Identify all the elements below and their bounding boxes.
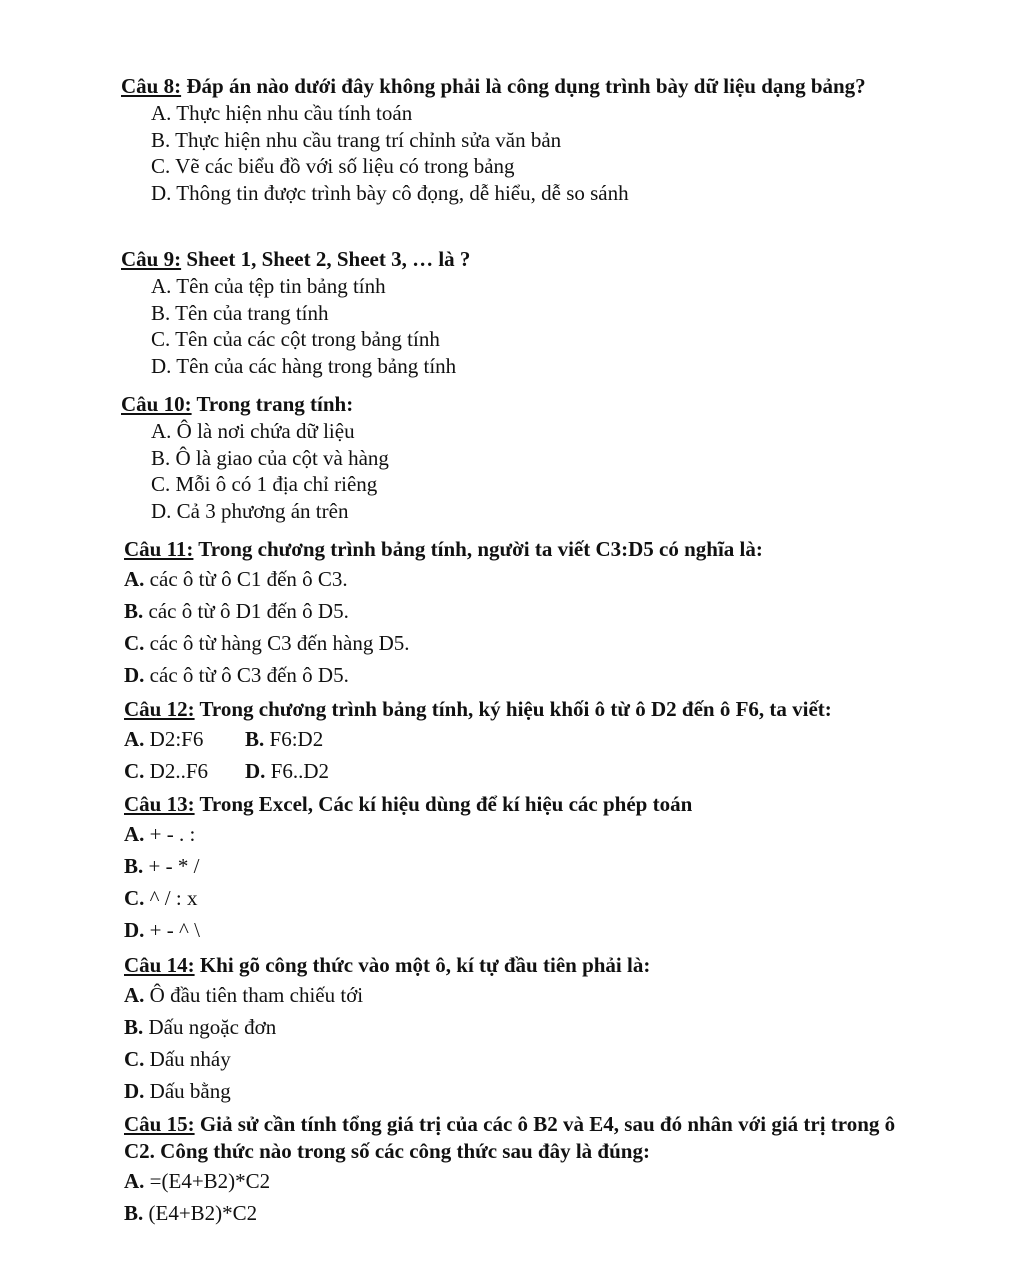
question-15 (124, 1111, 909, 1229)
option-a: A. Ô là nơi chứa dữ liệu (151, 419, 355, 443)
option-c: C. Vẽ các biểu đồ với số liệu có trong bảng (151, 154, 515, 178)
option-d: D. Thông tin được trình bày cô đọng, dễ hiểu, dễ so sánh (151, 180, 629, 205)
option-d: D. Tên của các hàng trong bảng tính (151, 353, 457, 378)
option-a: A. Ô đầu tiên tham chiếu tới (124, 983, 364, 1007)
option-d: D. F6..D2 (245, 759, 330, 783)
option-a: A. D2:F6 (124, 727, 204, 751)
question-13 (124, 791, 914, 946)
question-11-title (124, 536, 914, 563)
option-d: D. các ô từ ô C3 đến ô D5. (124, 663, 349, 687)
options-row (124, 723, 914, 755)
option-c: C. Dấu nháy (124, 1047, 231, 1071)
option-a: A. Thực hiện nhu cầu tính toán (151, 101, 413, 125)
question-number: Câu 14: (124, 953, 195, 977)
option-a: A. các ô từ ô C1 đến ô C3. (124, 567, 348, 591)
question-text: Sheet 1, Sheet 2, Sheet 3, … là ? (181, 247, 471, 271)
option-a: A. =(E4+B2)*C2 (124, 1169, 271, 1193)
question-12-title (124, 696, 914, 723)
question-text: Trong chương trình bảng tính, người ta viết C3:D5 có nghĩa là: (193, 537, 763, 561)
question-number: Câu 10: (121, 392, 192, 416)
question-number: Câu 15: (124, 1112, 195, 1136)
options-row (124, 755, 914, 787)
option-d: D. Dấu bằng (124, 1079, 231, 1103)
question-13-title (124, 791, 914, 818)
option-a: A. Tên của tệp tin bảng tính (151, 274, 386, 298)
option-b: B. + - * / (124, 854, 200, 878)
question-11 (124, 536, 914, 691)
question-text: Khi gõ công thức vào một ô, kí tự đầu tiên phải là: (194, 953, 651, 977)
question-8 (121, 73, 911, 206)
option-c: C. Mỗi ô có 1 địa chỉ riêng (151, 472, 378, 496)
option-d: D. Cả 3 phương án trên (151, 498, 349, 523)
question-text: Đáp án nào dưới đây không phải là công dụng trình bày dữ liệu dạng bảng? (181, 74, 866, 98)
option-b: B. các ô từ ô D1 đến ô D5. (124, 599, 349, 623)
option-a: A. + - . : (124, 822, 196, 846)
option-b: B. (E4+B2)*C2 (124, 1201, 258, 1225)
question-text: Trong trang tính: (191, 392, 354, 416)
option-c: C. Tên của các cột trong bảng tính (151, 327, 440, 351)
question-9 (121, 246, 911, 379)
question-15-title (124, 1111, 909, 1165)
question-number: Câu 11: (124, 537, 194, 561)
question-text: Trong chương trình bảng tính, ký hiệu khối ô từ ô D2 đến ô F6, ta viết: (194, 697, 832, 721)
question-10 (121, 391, 911, 524)
option-c: C. D2..F6 (124, 759, 209, 783)
option-b: B. F6:D2 (245, 727, 324, 751)
question-14 (124, 952, 914, 1107)
option-b: B. Ô là giao của cột và hàng (151, 445, 389, 470)
question-14-title (124, 952, 914, 979)
option-b: B. Tên của trang tính (151, 300, 329, 325)
question-8-title (121, 73, 911, 100)
question-text: Trong Excel, Các kí hiệu dùng để kí hiệu các phép toán (194, 792, 693, 816)
question-9-title (121, 246, 911, 273)
question-10-title (121, 391, 911, 418)
option-c: C. các ô từ hàng C3 đến hàng D5. (124, 631, 410, 655)
question-number: Câu 9: (121, 247, 182, 271)
question-number: Câu 12: (124, 697, 195, 721)
option-d: D. + - ^ \ (124, 918, 200, 942)
question-text: Giả sử cần tính tổng giá trị của các ô B2 và E4, sau đó nhân với giá trị trong ô C2. Công thức nào trong số các công thức sau đây là đúng: (124, 1112, 896, 1163)
question-number: Câu 8: (121, 74, 182, 98)
option-c: C. ^ / : x (124, 886, 198, 910)
option-b: B. Thực hiện nhu cầu trang trí chỉnh sửa văn bản (151, 127, 562, 152)
question-number: Câu 13: (124, 792, 195, 816)
option-b: B. Dấu ngoặc đơn (124, 1015, 277, 1039)
question-12 (124, 696, 914, 787)
